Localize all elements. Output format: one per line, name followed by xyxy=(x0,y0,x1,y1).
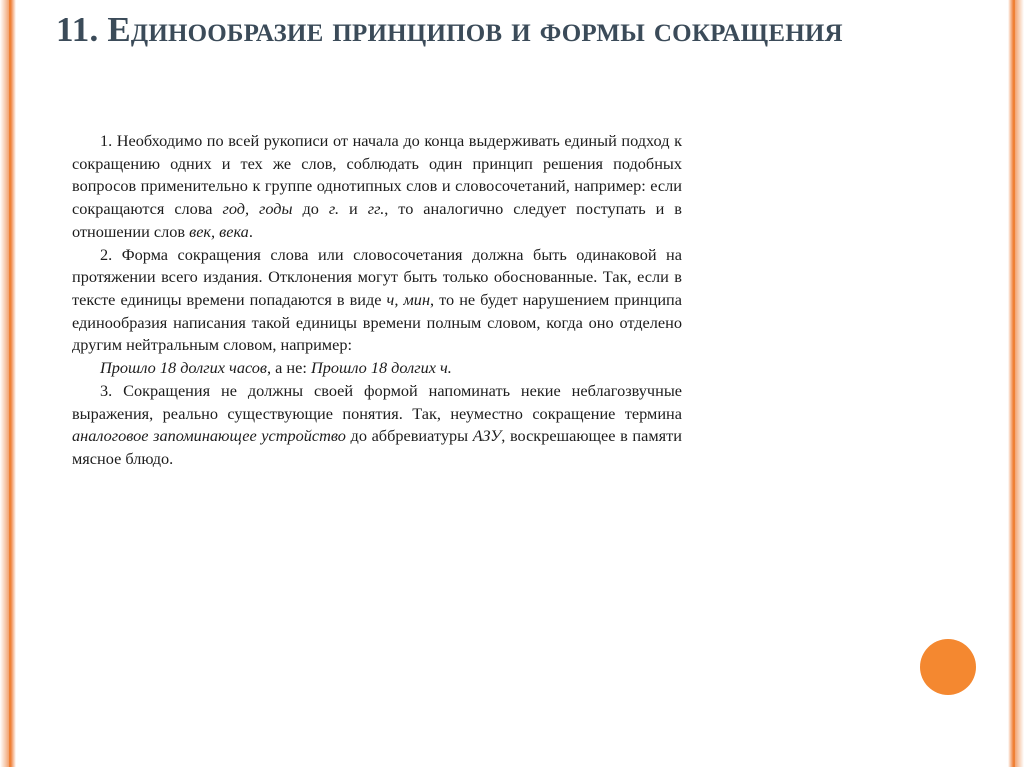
text-run: до аббревиатуры xyxy=(345,426,473,446)
text-run: , а не: xyxy=(267,358,311,378)
text-run: ч, мин xyxy=(386,290,431,310)
body-paragraph xyxy=(72,357,682,380)
slide-body-text xyxy=(72,130,682,471)
decorative-circle xyxy=(920,639,976,695)
text-run: аналоговое запоминающее устройство xyxy=(72,426,346,446)
text-run: . xyxy=(248,221,253,241)
slide-title: 11. Единообразие принципов и формы сокращения xyxy=(56,10,843,49)
text-run: до xyxy=(292,199,329,219)
text-run: Прошло 18 долгих часов xyxy=(100,358,267,378)
right-decorative-bar xyxy=(1008,0,1024,767)
right-accent-line xyxy=(1013,0,1015,767)
left-accent-line xyxy=(9,0,11,767)
body-paragraph xyxy=(72,244,682,358)
text-run: 2. Форма сокращения слова или словосочетания должна быть одинаковой на протяжении всего издания. Отклонения могут быть только обоснованные. Так, если в тексте единицы времени попадаются в виде xyxy=(72,244,682,310)
text-run: и xyxy=(339,199,368,219)
text-run: Прошло 18 долгих ч. xyxy=(310,358,452,378)
text-run: г. xyxy=(328,199,340,219)
text-run: 3. Сокращения не должны своей формой напоминать некие неблагозвучные выражения, реально существующие понятия. Так, неуместно сокращение термина xyxy=(72,380,682,423)
text-run: , то аналогично следует поступать и в отношении слов xyxy=(72,199,682,241)
body-paragraph xyxy=(72,380,682,471)
text-run: , воскрешающее в памяти мясное блюдо. xyxy=(72,426,682,469)
text-run: гг. xyxy=(367,199,385,219)
body-paragraph xyxy=(72,130,682,244)
text-run: век, века xyxy=(189,221,249,241)
text-run: , то не будет нарушением принципа единообразия написания такой единицы времени полным словом, когда оно отделено другим нейтральным словом, например: xyxy=(72,290,682,355)
text-run: год, годы xyxy=(222,199,293,219)
text-run: 1. Необходимо по всей рукописи от начала до конца выдерживать единый подход к сокращению одних и тех же слов, соблюдать один принцип решения подобных вопросов применительно к группе однотипных слов и словосочетаний, например: если сокращаются слова xyxy=(72,131,682,219)
text-run: АЗУ xyxy=(472,426,502,446)
left-decorative-bar xyxy=(0,0,16,767)
